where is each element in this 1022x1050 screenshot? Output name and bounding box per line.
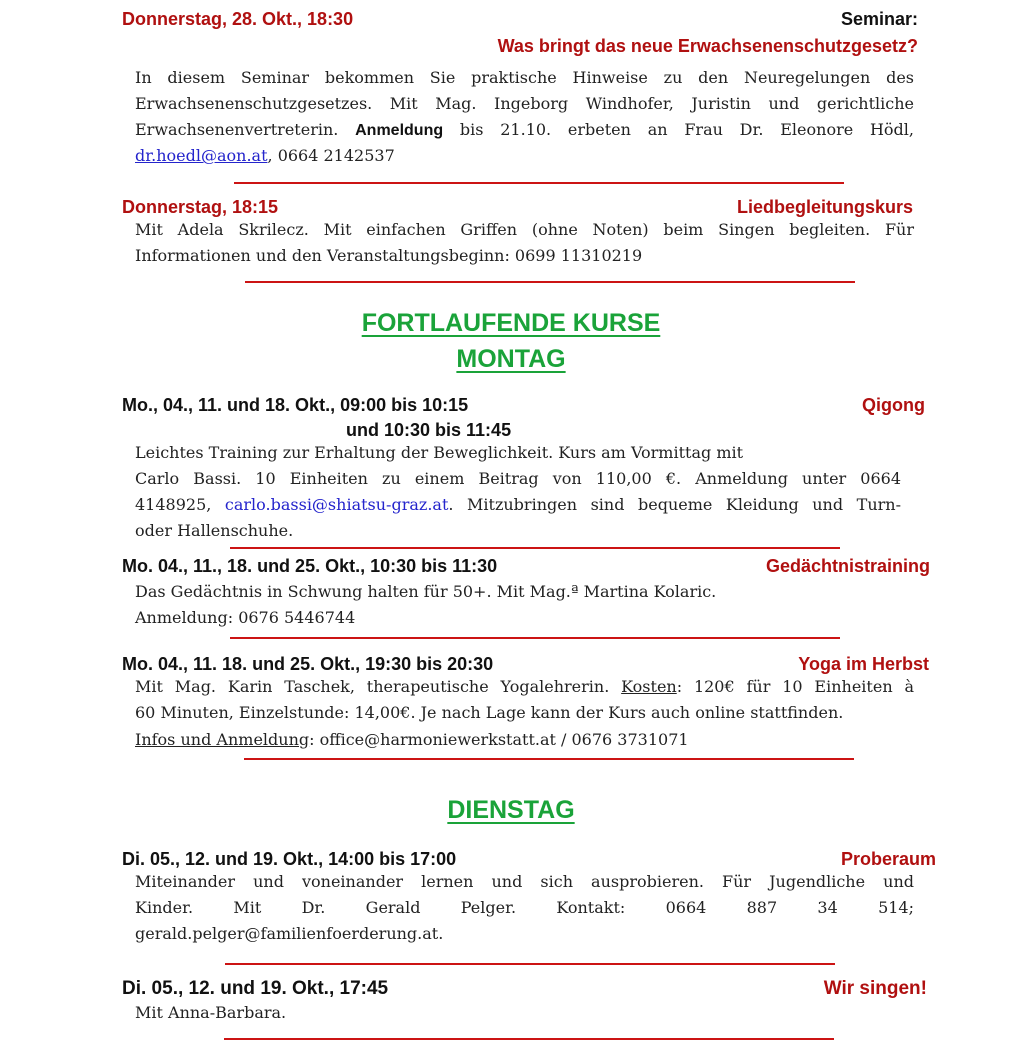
divider: [224, 1038, 834, 1040]
event-contact-line: [135, 727, 689, 753]
event-date: Mo. 04., 11. 18. und 25. Okt., 19:30 bis 20:30: [122, 654, 494, 674]
info-label: Infos und Anmeldung: [135, 730, 310, 749]
text-segment: Erwachsenenvertreterin.: [135, 120, 339, 139]
section-heading-tuesday: DIENSTAG: [447, 796, 575, 824]
event-description-line: [135, 492, 901, 518]
divider: [230, 637, 840, 639]
divider: [245, 281, 855, 283]
text-segment: . Mitzubringen sind bequeme Kleidung und Turn-: [448, 495, 901, 514]
text-segment: Mit Mag. Karin Taschek, therapeutische Yogalehrerin.: [135, 677, 610, 696]
text-segment: 4148925,: [135, 495, 212, 514]
event-date: Donnerstag, 18:15: [122, 197, 279, 217]
event-description-line: [135, 674, 914, 700]
email-link[interactable]: carlo.bassi@shiatsu-graz.at: [224, 495, 449, 514]
divider: [230, 547, 840, 549]
section-heading-monday: MONTAG: [456, 345, 566, 373]
event-description-line: [135, 117, 914, 144]
event-description-line: oder Hallenschuhe.: [135, 521, 294, 540]
registration-label: Anmeldung: [355, 122, 444, 139]
event-contact-line: [135, 143, 395, 169]
event-date: Di. 05., 12. und 19. Okt., 17:45: [122, 978, 389, 999]
event-description-line: 60 Minuten, Einzelstunde: 14,00€. Je nach Lage kann der Kurs auch online stattfinden.: [135, 703, 844, 722]
divider: [225, 963, 835, 965]
section-heading-ongoing-courses: FORTLAUFENDE KURSE: [361, 309, 661, 337]
event-type: Seminar:: [840, 9, 918, 29]
event-title: Liedbegleitungskurs: [736, 197, 913, 217]
event-title: Wir singen!: [823, 978, 927, 999]
event-description-line: Anmeldung: 0676 5446744: [135, 608, 356, 627]
event-date: Donnerstag, 28. Okt., 18:30: [122, 9, 354, 29]
divider: [244, 758, 854, 760]
event-contact-line: gerald.pelger@familienfoerderung.at.: [135, 924, 444, 943]
event-description-line: Informationen und den Veranstaltungsbeginn: 0699 11310219: [135, 246, 643, 265]
phone-text: , 0664 2142537: [267, 146, 395, 165]
divider: [234, 182, 844, 184]
event-title: Gedächtnistraining: [765, 556, 930, 576]
event-description-line: Leichtes Training zur Erhaltung der Beweglichkeit. Kurs am Vormittag mit: [135, 443, 744, 462]
event-description-line: Kinder. Mit Dr. Gerald Pelger. Kontakt: 0664 887 34 514;: [135, 898, 914, 917]
event-description-line: Mit Anna-Barbara.: [135, 1003, 287, 1022]
text-segment: bis 21.10. erbeten an Frau Dr. Eleonore Hödl,: [459, 120, 915, 139]
event-description-line: Carlo Bassi. 10 Einheiten zu einem Beitrag von 110,00 €. Anmeldung unter 0664: [135, 469, 901, 488]
event-description-line: Miteinander und voneinander lernen und sich ausprobieren. Für Jugendliche und: [135, 872, 914, 891]
event-date: Di. 05., 12. und 19. Okt., 14:00 bis 17:00: [122, 849, 457, 869]
event-description-line: In diesem Seminar bekommen Sie praktische Hinweise zu den Neuregelungen des: [135, 68, 914, 87]
text-segment: : 120€ für 10 Einheiten à: [676, 677, 914, 696]
event-date: Mo., 04., 11. und 18. Okt., 09:00 bis 10:15: [122, 395, 469, 415]
event-title: Proberaum: [840, 849, 936, 869]
email-link[interactable]: dr.hoedl@aon.at: [135, 146, 268, 165]
event-description-line: Das Gedächtnis in Schwung halten für 50+. Mit Mag.ª Martina Kolaric.: [135, 582, 717, 601]
event-date: Mo. 04., 11., 18. und 25. Okt., 10:30 bis 11:30: [122, 556, 498, 576]
contact-text: : office@harmoniewerkstatt.at / 0676 3731071: [309, 730, 689, 749]
event-title: Was bringt das neue Erwachsenenschutzgesetz?: [497, 36, 918, 56]
event-title: Yoga im Herbst: [798, 654, 929, 674]
event-title: Qigong: [862, 395, 925, 415]
event-description-line: Erwachsenenschutzgesetzes. Mit Mag. Ingeborg Windhofer, Juristin und gerichtliche: [135, 94, 914, 113]
costs-label: Kosten: [621, 677, 677, 696]
event-date-secondary: und 10:30 bis 11:45: [346, 420, 512, 440]
event-description-line: Mit Adela Skrilecz. Mit einfachen Griffen (ohne Noten) beim Singen begleiten. Für: [135, 220, 914, 239]
